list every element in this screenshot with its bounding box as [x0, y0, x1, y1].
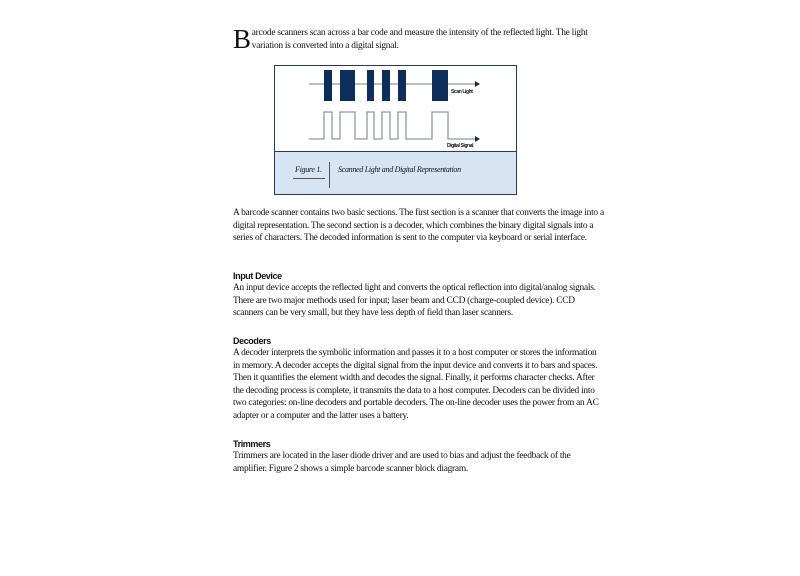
- figure-1: [274, 65, 517, 195]
- bar: [367, 70, 374, 101]
- digital-signal-line: [309, 112, 475, 139]
- drop-cap: B: [233, 24, 251, 54]
- section-decoders: [233, 335, 605, 423]
- section-heading: Trimmers: [233, 439, 271, 449]
- bar: [398, 70, 406, 101]
- scan-light-label: Scan Light: [451, 89, 473, 95]
- overview-text: A barcode scanner contains two basic sections. The first section is a scanner that converts the image into a digital representation. The second section is a decoder, which combines the binary digital signals into a series of characters. The decoded information is sent to the computer via keyboard or serial interface.: [233, 208, 604, 244]
- section-heading: Decoders: [233, 336, 271, 346]
- caption-text: Scanned Light and Digital Representation: [338, 165, 461, 174]
- signal-arrow-icon: [475, 136, 480, 142]
- barcode-signal-diagram: [275, 66, 516, 152]
- section-input-device: [233, 270, 605, 320]
- bar: [432, 70, 448, 101]
- intro-paragraph: [233, 24, 593, 54]
- caption-divider: [329, 162, 330, 188]
- bar: [382, 70, 390, 101]
- figure-caption: [275, 151, 516, 194]
- section-text: An input device accepts the reflected light and converts the optical reflection into digital/analog signals. There are two major methods used for input; laser beam and CCD (charge-coupled device). CCD scanners can be very small, but they have less depth of field than laser scanners.: [233, 283, 596, 319]
- bar: [340, 70, 355, 101]
- section-heading: Input Device: [233, 271, 282, 281]
- section-text: Trimmers are located in the laser diode driver and are used to bias and adjust the feedback of the amplifier. Figure 2 shows a simple barcode scanner block diagram.: [233, 451, 571, 474]
- digital-signal-label: Digital Signal: [447, 143, 474, 149]
- section-trimmers: [233, 438, 605, 475]
- caption-underline: [293, 178, 325, 179]
- bar: [324, 70, 332, 101]
- caption-number: Figure 1.: [295, 165, 322, 174]
- scan-arrow-icon: [475, 81, 480, 87]
- paragraph-overview: [233, 207, 605, 245]
- section-text: A decoder interprets the symbolic information and passes it to a host computer or stores the information in memory. A decoder accepts the digital signal from the input device and converts it to bars and spaces. Then it quantifies the element width and decodes the signal. Finally, it performs character checks. After the decoding process is complete, it transmits the data to a host computer. Decoders can be divided into two categories: on-line decoders and portable decoders. The on-line decoder uses the power from an AC adapter or a computer and the latter uses a battery.: [233, 348, 599, 421]
- intro-text: arcode scanners scan across a bar code and measure the intensity of the reflected light. The light variation is converted into a digital signal.: [251, 28, 588, 51]
